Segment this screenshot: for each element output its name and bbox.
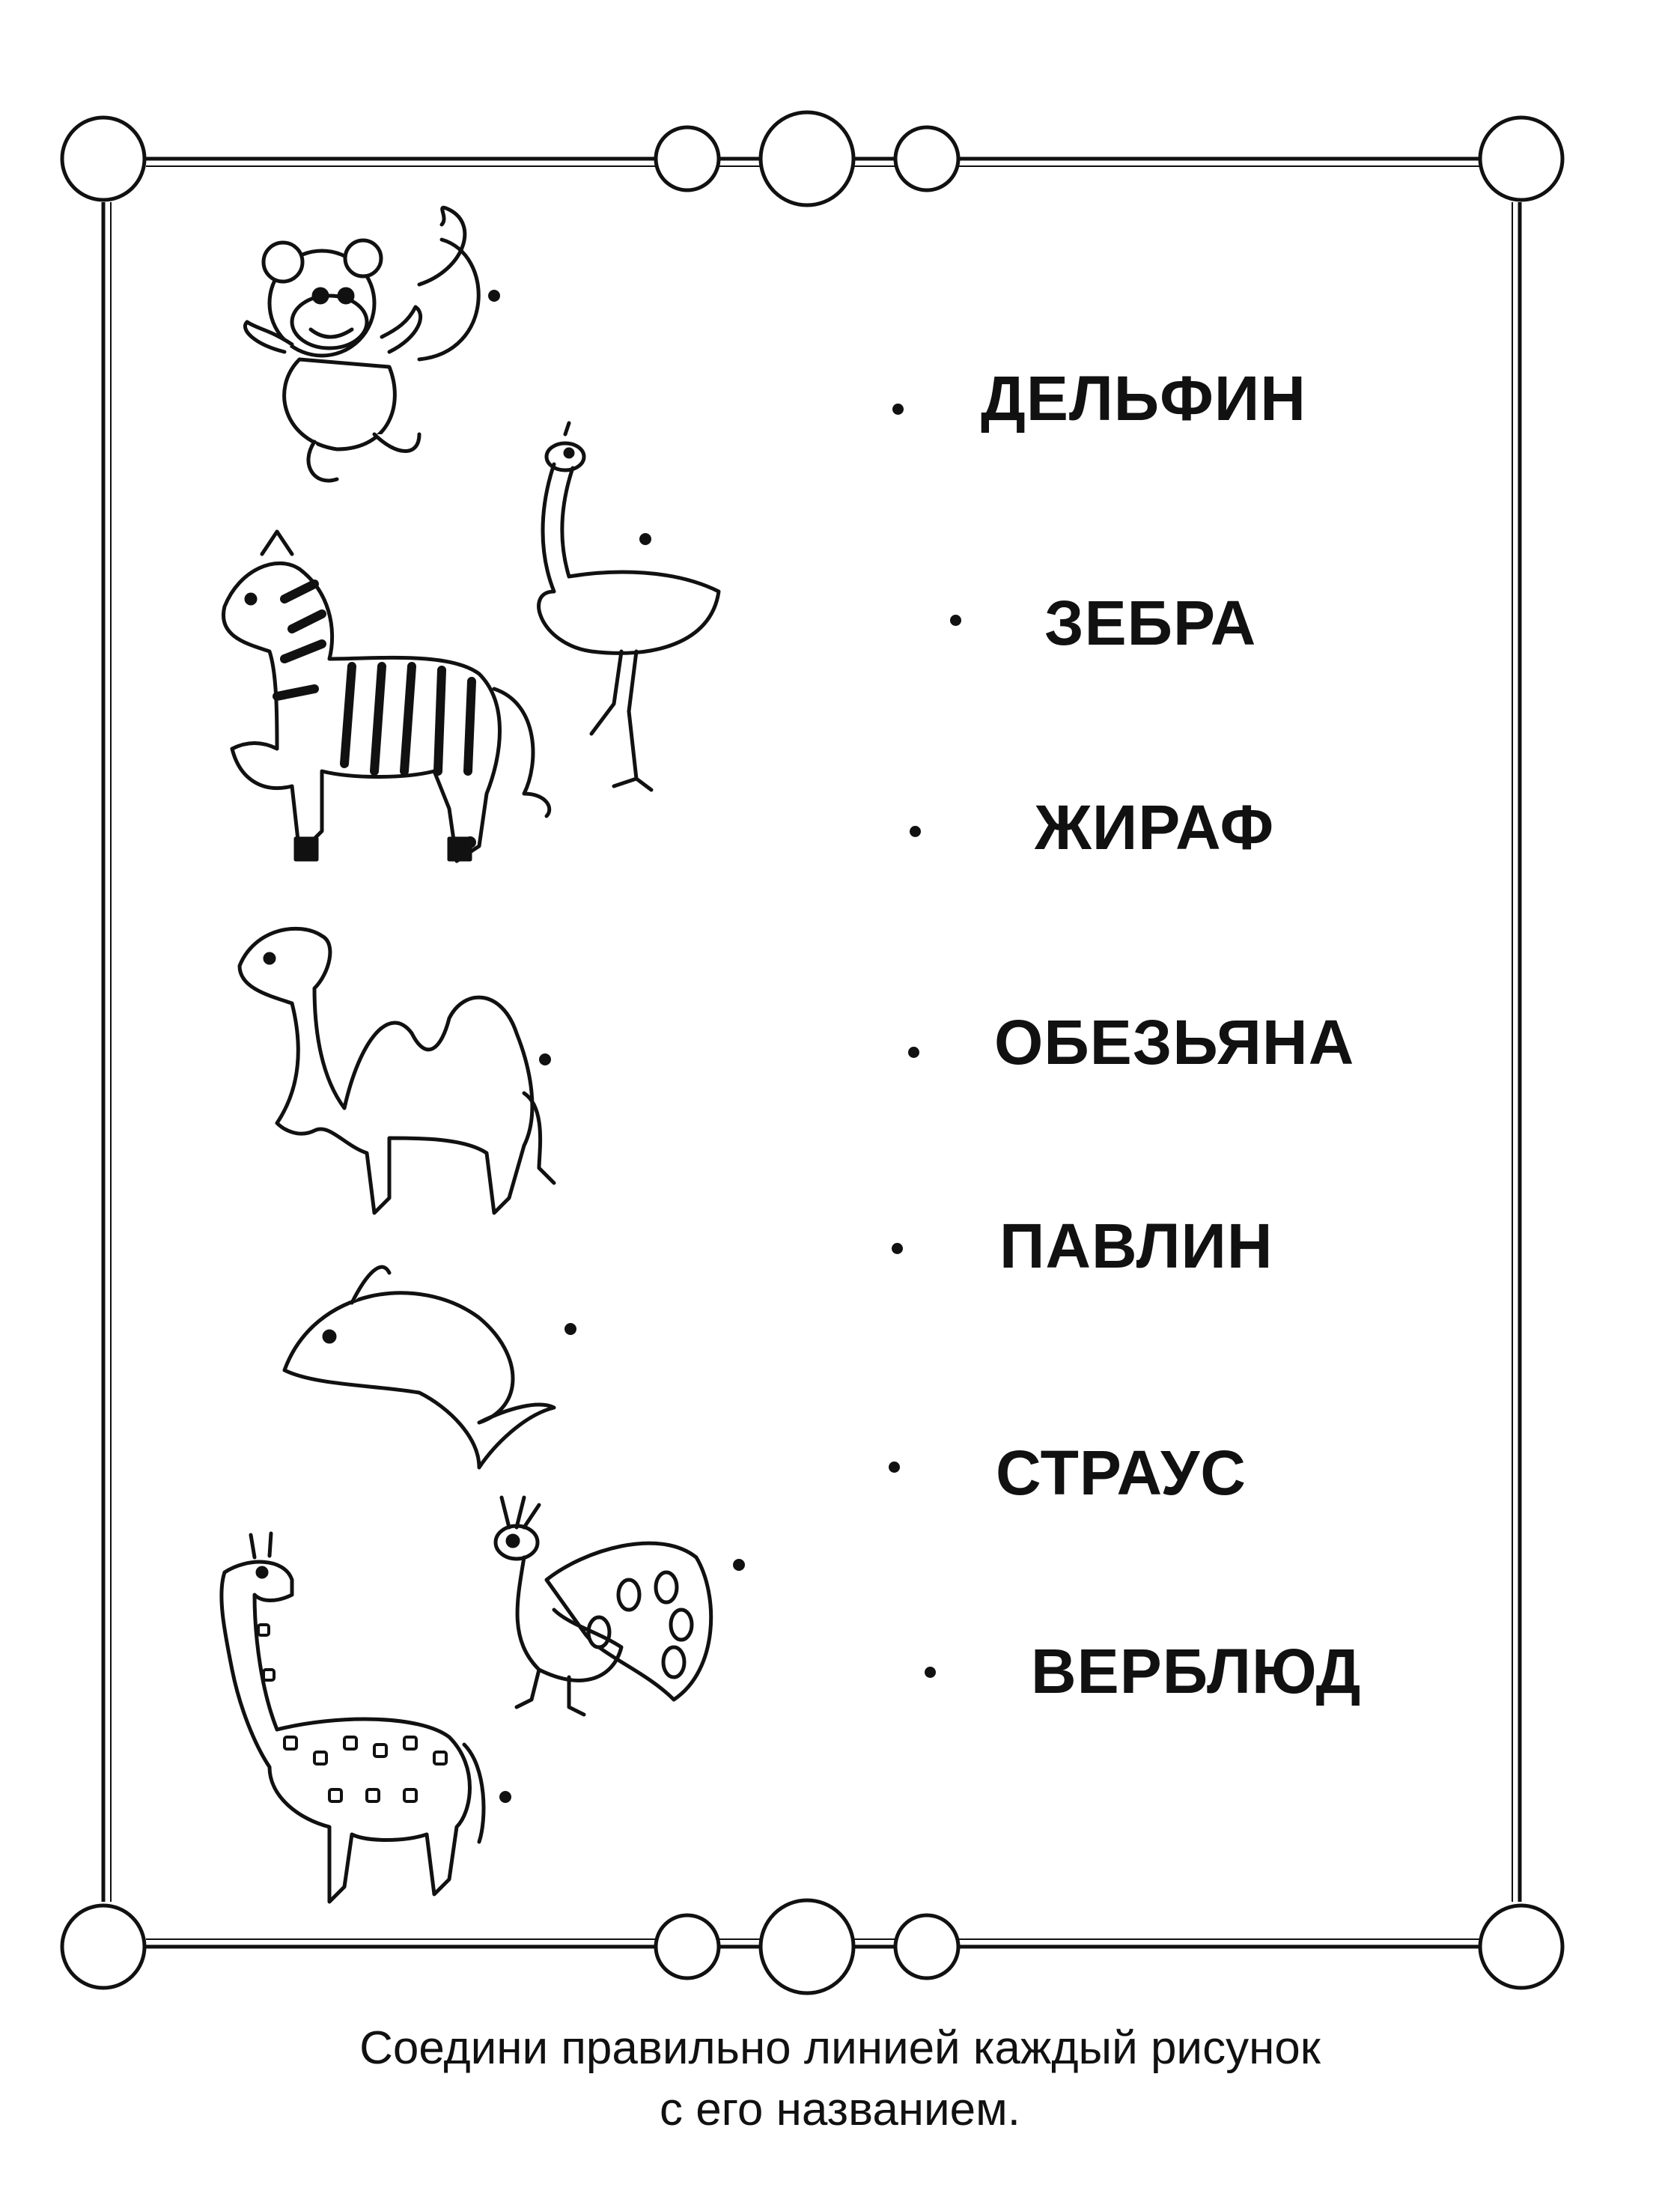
- word-dot-monkey: [908, 1047, 919, 1058]
- giraffe-dot: [499, 1791, 511, 1803]
- word-monkey: ОБЕЗЬЯНА: [994, 1007, 1355, 1077]
- word-dot-giraffe: [910, 826, 921, 837]
- word-peacock: ПАВЛИН: [999, 1211, 1273, 1281]
- monkey-dot: [488, 290, 500, 302]
- dolphin-icon: [284, 1267, 554, 1468]
- word-dot-dolphin: [892, 404, 904, 415]
- giraffe-icon: [222, 1533, 484, 1902]
- zebra-dot: [464, 836, 476, 848]
- word-dot-peacock: [892, 1243, 903, 1254]
- camel-dot: [539, 1053, 551, 1065]
- ostrich-icon: [539, 423, 719, 790]
- word-dolphin: ДЕЛЬФИН: [981, 363, 1306, 434]
- monkey-icon: [245, 207, 478, 481]
- word-zebra: ЗЕБРА: [1044, 588, 1257, 658]
- word-camel: ВЕРБЛЮД: [1031, 1636, 1362, 1706]
- word-dot-ostrich: [889, 1462, 900, 1473]
- ostrich-dot: [639, 533, 651, 545]
- word-giraffe: ЖИРАФ: [1035, 792, 1275, 863]
- dolphin-dot: [564, 1323, 576, 1335]
- word-ostrich: СТРАУС: [996, 1438, 1247, 1508]
- instruction-text: [0, 2018, 1680, 2141]
- instruction-line-2: с его названием.: [659, 2084, 1021, 2135]
- peacock-dot: [733, 1559, 745, 1571]
- word-dot-camel: [925, 1667, 936, 1678]
- camel-icon: [240, 928, 554, 1213]
- peacock-icon: [496, 1497, 711, 1715]
- zebra-icon: [223, 532, 549, 861]
- word-dot-zebra: [950, 615, 961, 626]
- instruction-line-1: Соедини правильно линией каждый рисунок: [359, 2022, 1321, 2074]
